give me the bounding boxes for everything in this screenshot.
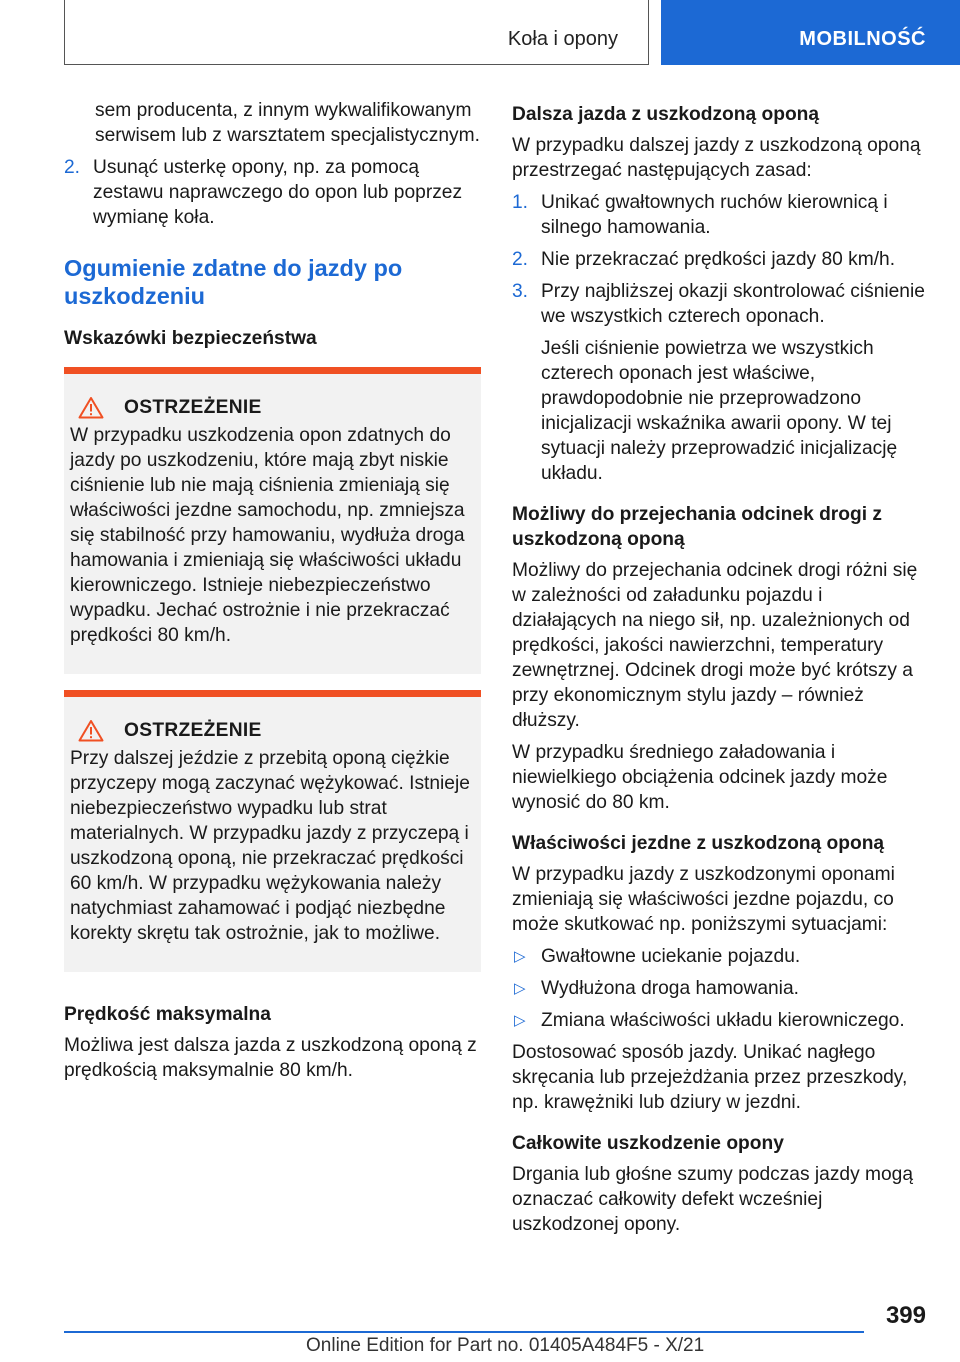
step-1-continuation: sem producenta, z innym wykwalifikowanym serwisem lub z warsztatem specjalistycznym. (95, 100, 480, 146)
header-chapter-title: MOBILNOŚĆ (799, 28, 926, 50)
warning-text: W przypadku uszkodzenia opon zdatnych do jazdy po uszkodzeniu, które mają zbyt niskie ciśnienie lub nie mają ciśnienia zmieniają się właściwości jezdne samochodu, np. zmniejsza się stabilność przy hamowaniu, wydłuża droga hamowania i zmieniają się właściwości układu kierowniczego. Istnieje niebezpieczeństwo wypadku. Jechać ostrożnie i nie przekraczać prędkości 80 km/h. (70, 425, 465, 646)
warning-title: OSTRZEŻENIE (124, 396, 262, 418)
handling-effects-list (512, 944, 928, 1033)
left-column (64, 98, 481, 1090)
right-column (512, 98, 928, 1244)
handling-intro: W przypadku jazdy z uszkodzonymi oponami zmieniają się właściwości jezdne pojazdu, co może skutkować np. poniższymi sytuacjami: (512, 864, 895, 935)
triangle-bullet-icon: ▷ (514, 980, 526, 997)
distance-paragraph-1: Możliwy do przejechania odcinek drogi różni się w zależności od załadunku pojazdu i działających na niego sił, np. uzależnionych od prędkości, jakości nawierzchni, temperatury zewnętrznej. Odcinek drogi może być krótszy a przy ekonomicznym stylu jazdy – również dłuższy. (512, 560, 918, 731)
footer-divider (64, 1331, 864, 1333)
list-item (512, 190, 928, 240)
page-number: 399 (885, 1302, 926, 1329)
bullet-text: Zmiana właściwości układu kierowniczego. (541, 1010, 905, 1031)
step-number: 2. (64, 157, 81, 178)
handling-heading: Właściwości jezdne z uszkodzoną oponą (512, 833, 885, 854)
driving-rules-list (512, 190, 928, 486)
further-driving-intro: W przypadku dalszej jazdy z uszkodzoną oponą przestrzegać następujących zasad: (512, 135, 921, 181)
rule-text: Przy najbliższej okazji skontrolować ciśnienie we wszystkich czterech oponach. (541, 281, 925, 327)
handling-outro: Dostosować sposób jazdy. Unikać nagłego skręcania lub przejeżdżania przez przeszkody, np. krawężniki lub dziury w jezdni. (512, 1042, 908, 1113)
list-item (512, 976, 928, 1001)
warning-header (78, 719, 473, 742)
rule-number: 1. (512, 192, 529, 213)
warning-triangle-icon (78, 719, 104, 742)
warning-title: OSTRZEŻENIE (124, 719, 262, 741)
further-driving-heading: Dalsza jazda z uszkodzoną oponą (512, 104, 820, 125)
rule-text: Unikać gwałtownych ruchów kierownicą i silnego hamowania. (541, 192, 888, 238)
header-chapter-tab (661, 0, 960, 65)
total-damage-heading: Całkowite uszkodzenie opony (512, 1133, 784, 1154)
max-speed-text: Możliwa jest dalsza jazda z uszkodzoną oponą z prędkością maksymalnie 80 km/h. (64, 1035, 477, 1081)
list-item (512, 279, 928, 486)
step-text: Usunąć usterkę opony, np. za pomocą zestawu naprawczego do opon lub poprzez wymianę koła. (93, 157, 463, 228)
header-section-title: Koła i opony (507, 28, 618, 50)
bullet-text: Gwałtowne uciekanie pojazdu. (541, 946, 801, 967)
list-item (64, 155, 481, 230)
bullet-text: Wydłużona droga hamowania. (541, 978, 799, 999)
rule-number: 3. (512, 281, 529, 302)
warning-box-2 (64, 690, 481, 972)
distance-heading: Możliwy do przejechania odcinek drogi z uszkodzoną oponą (512, 504, 882, 550)
triangle-bullet-icon: ▷ (514, 948, 526, 965)
list-item (512, 247, 928, 272)
footer-edition: Online Edition for Part no. 01405A484F5 - X/21 (306, 1335, 705, 1356)
repair-steps-list (64, 155, 481, 230)
warning-text: Przy dalszej jeździe z przebitą oponą ciężkie przyczepy mogą zaczynać wężykować. Istnieje niebezpieczeństwo wypadku lub strat materialnych. W przypadku jazdy z przyczepą i uszkodzoną oponą, nie przekraczać prędkości 60 km/h. W przypadku wężykowania należy natychmiast zahamować i podjąć niezbędne korekty skrętu tak ostrożnie, jak to możliwe. (70, 748, 470, 944)
total-damage-text: Drgania lub głośne szumy podczas jazdy mogą oznaczać całkowity defekt wcześniej uszkodzonej opony. (512, 1164, 914, 1235)
list-item (512, 1008, 928, 1033)
triangle-bullet-icon: ▷ (514, 1012, 526, 1029)
warning-triangle-icon (78, 396, 104, 419)
warning-header (78, 396, 473, 419)
list-item (512, 944, 928, 969)
section-title: Ogumienie zdatne do jazdy po uszkodzeniu (64, 255, 403, 309)
rule-text: Nie przekraczać prędkości jazdy 80 km/h. (541, 249, 896, 270)
distance-paragraph-2: W przypadku średniego załadowania i niewielkiego obciążenia odcinek jazdy może wynosić do 80 km. (512, 742, 888, 813)
safety-heading: Wskazówki bezpieczeństwa (64, 328, 317, 349)
rule-note: Jeśli ciśnienie powietrza we wszystkich czterech oponach jest właściwe, prawdopodobnie nie przeprowadzono inicjalizacji wskaźnika awarii opony. W tej sytuacji należy przeprowadzić inicjalizację układu. (541, 338, 898, 484)
warning-box-1 (64, 367, 481, 674)
rule-number: 2. (512, 249, 529, 270)
max-speed-heading: Prędkość maksymalna (64, 1004, 271, 1025)
